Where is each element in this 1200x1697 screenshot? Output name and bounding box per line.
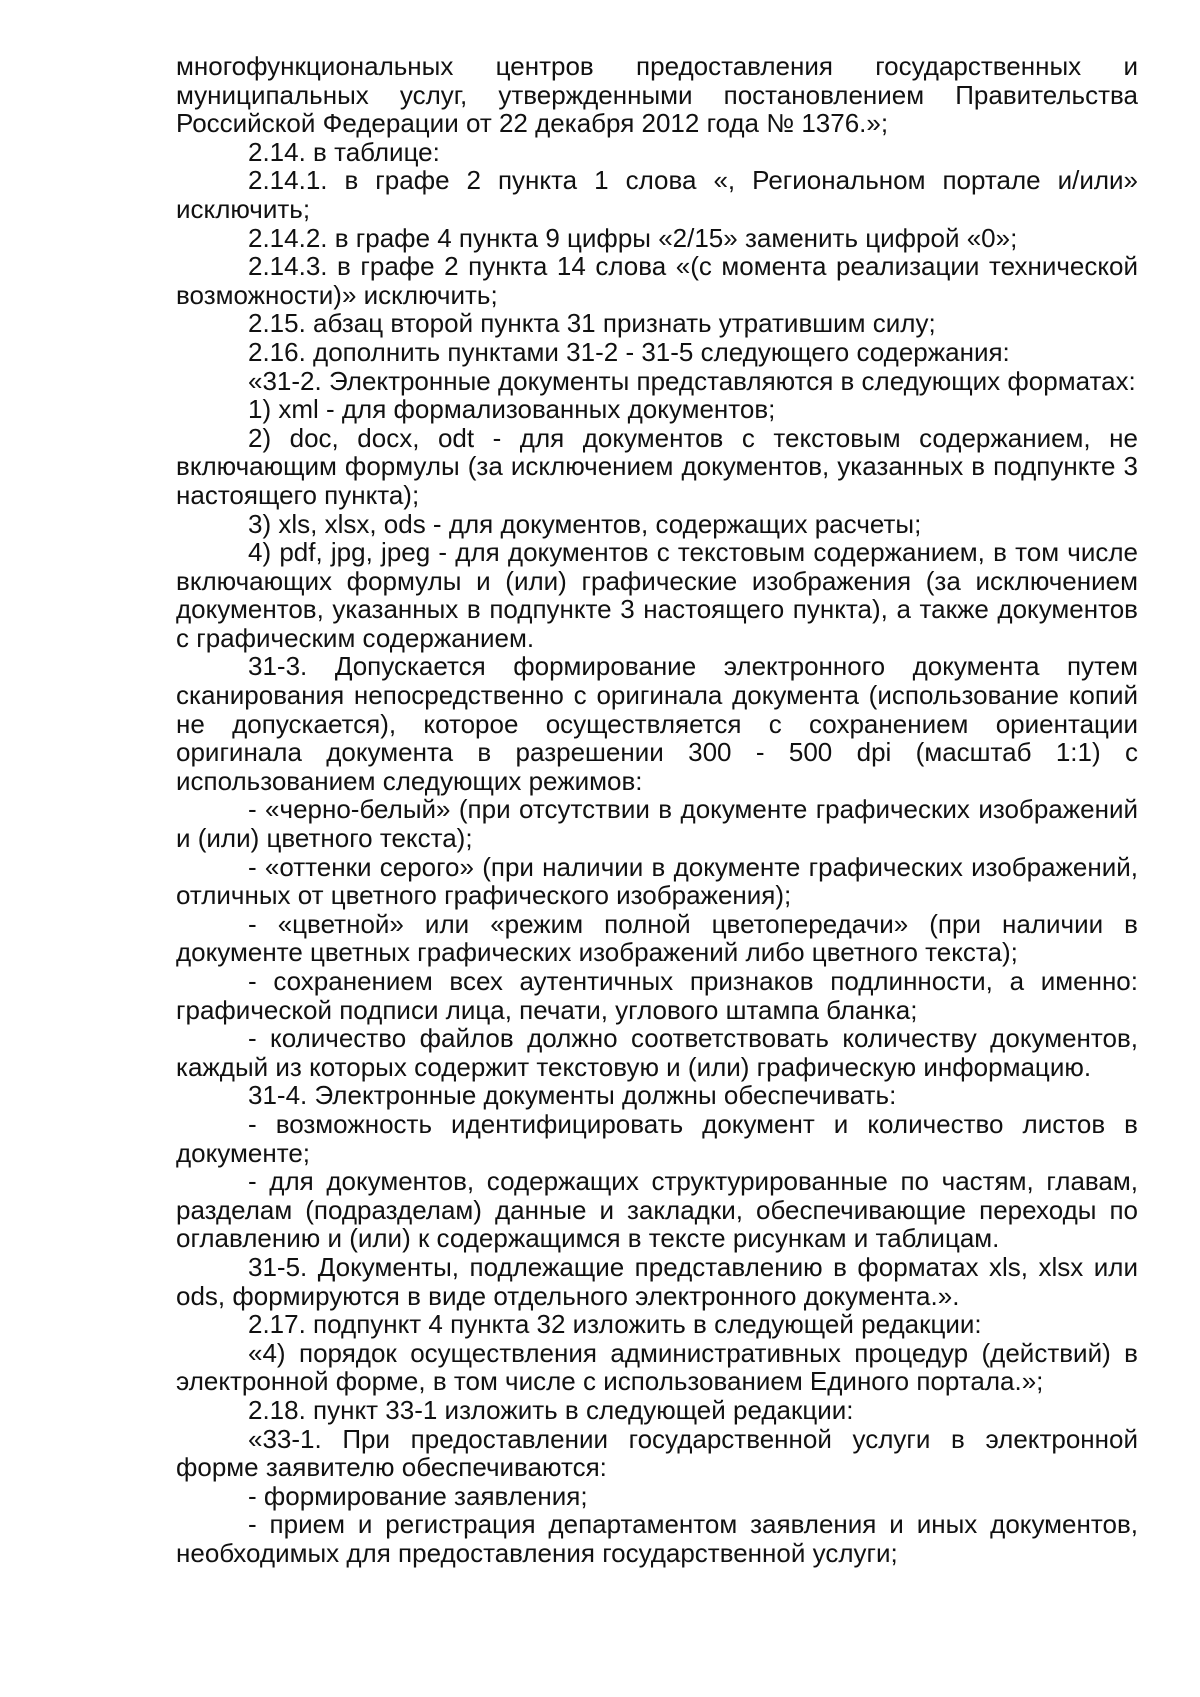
paragraph-31-3-mode-bw: - «черно-белый» (при отсутствии в документе графических изображений и (или) цветного текста); — [176, 794, 1138, 854]
paragraph-2-14-2: 2.14.2. в графе 4 пункта 9 цифры «2/15» заменить цифрой «0»; — [248, 222, 1018, 253]
paragraph-33-1-item-1: - формирование заявления; — [248, 1480, 588, 1511]
paragraph-2-14: 2.14. в таблице: — [248, 136, 440, 167]
paragraph-31-3-authenticity: - сохранением всех аутентичных признаков подлинности, а именно: графической подписи лица, печати, углового штампа бланка; — [176, 966, 1138, 1025]
paragraph-31-3-file-count: - количество файлов должно соответствовать количеству документов, каждый из которых содержит текстовую и (или) графическую информацию. — [176, 1023, 1138, 1082]
paragraph-2-18: 2.18. пункт 33-1 изложить в следующей редакции: — [248, 1394, 854, 1425]
paragraph-31-4-item-1: - возможность идентифицировать документ и количество листов в документе; — [176, 1108, 1138, 1168]
paragraph-2-15: 2.15. абзац второй пункта 31 признать утратившим силу; — [248, 308, 936, 339]
paragraph-2-14-3: 2.14.3. в графе 2 пункта 14 слова «(с момента реализации технической возможности)» исключить; — [176, 251, 1138, 310]
paragraph-continuation: многофункциональных центров предоставления государственных и муниципальных услуг, утвержденными постановлением Правительства Российской Федерации от 22 декабря 2012 года № 1376.»; — [176, 51, 1138, 139]
paragraph-31-2-item-3: 3) xls, xlsx, ods - для документов, содержащих расчеты; — [248, 508, 922, 539]
paragraph-31-2-item-1: 1) xml - для формализованных документов; — [248, 394, 776, 425]
paragraph-31-5: 31-5. Документы, подлежащие представлению в форматах xls, xlsx или ods, формируются в виде отдельного электронного документа.». — [176, 1251, 1138, 1311]
paragraph-31-4-item-2: - для документов, содержащих структурированные по частям, главам, разделам (подразделам) данные и закладки, обеспечивающие переходы по оглавлению и (или) к содержащимся в тексте рисункам и таблицам. — [176, 1166, 1138, 1254]
paragraph-33-1: «33-1. При предоставлении государственной услуги в электронной форме заявителю обеспечиваются: — [176, 1423, 1138, 1483]
paragraph-31-3: 31-3. Допускается формирование электронного документа путем сканирования непосредственно с оригинала документа (использование копий не допускается), которое осуществляется с сохранением ориентации оригинала документа в разрешении 300 - 500 dpi (масштаб 1:1) с использованием следующих режимов: — [176, 651, 1138, 796]
document-page — [176, 52, 1138, 1567]
paragraph-2-14-1: 2.14.1. в графе 2 пункта 1 слова «, Региональном портале и/или» исключить; — [176, 165, 1138, 224]
paragraph-31-2: «31-2. Электронные документы представляются в следующих форматах: — [248, 365, 1136, 396]
paragraph-2-16: 2.16. дополнить пунктами 31-2 - 31-5 следующего содержания: — [248, 336, 1010, 367]
paragraph-31-2-item-4: 4) pdf, jpg, jpeg - для документов с текстовым содержанием, в том числе включающих формулы и (или) графические изображения (за исключением документов, указанных в подпункте 3 настоящего пункта), а также документов с графическим содержанием. — [176, 537, 1138, 653]
paragraph-31-3-mode-grayscale: - «оттенки серого» (при наличии в документе графических изображений, отличных от цветного графического изображения); — [176, 851, 1138, 911]
paragraph-2-17-item-4: «4) порядок осуществления административных процедур (действий) в электронной форме, в том числе с использованием Единого портала.»; — [176, 1337, 1138, 1397]
paragraph-33-1-item-2: - прием и регистрация департаментом заявления и иных документов, необходимых для предоставления государственной услуги; — [176, 1509, 1138, 1568]
paragraph-31-2-item-2: 2) doc, docx, odt - для документов с текстовым содержанием, не включающим формулы (за исключением документов, указанных в подпункте 3 настоящего пункта); — [176, 422, 1138, 510]
paragraph-2-17: 2.17. подпункт 4 пункта 32 изложить в следующей редакции: — [248, 1309, 982, 1340]
paragraph-31-4: 31-4. Электронные документы должны обеспечивать: — [248, 1080, 897, 1111]
paragraph-31-3-mode-color: - «цветной» или «режим полной цветопередачи» (при наличии в документе цветных графических изображений либо цветного текста); — [176, 908, 1138, 968]
